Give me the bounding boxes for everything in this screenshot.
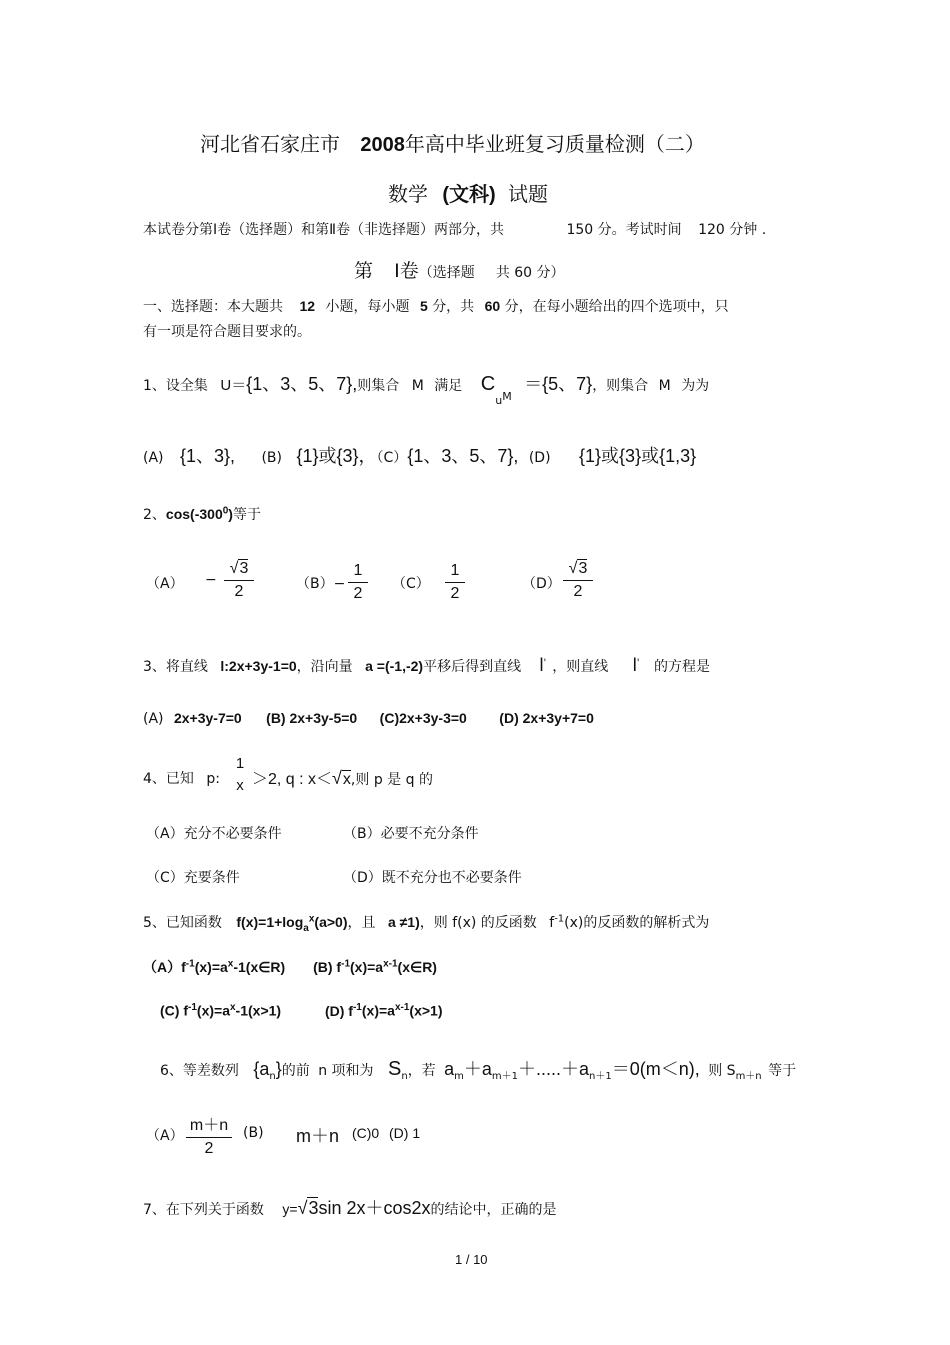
instr-7: 分，在每小题给出的四个选项中，只	[504, 299, 729, 315]
q2-option-b-frac	[348, 562, 368, 603]
q4-fraction	[232, 755, 248, 794]
instr-3: 小题，每小题	[325, 299, 410, 315]
q2-close: )	[228, 506, 233, 522]
section-title-c: （选择题	[418, 265, 475, 281]
q3-option-a: 2x+3y-7=0	[173, 710, 242, 726]
q4-tail: ,则 p 是 q 的	[350, 772, 433, 788]
q1-text-a: 1、设全集	[143, 378, 208, 394]
q2-option-a-root: 3	[239, 560, 249, 577]
question-3	[143, 655, 710, 676]
q5-option-c-c: -1(x>1)	[235, 1002, 282, 1019]
q6-am-sub: m	[454, 1070, 464, 1082]
q5-log-arg: x	[308, 913, 315, 925]
section-title-d: 共 60 分）	[495, 265, 565, 281]
q6-option-c: (C)0	[352, 1125, 380, 1141]
q4-ineq: ＞2, q : x＜	[252, 771, 333, 788]
q5-option-d-c: (x>1)	[409, 1002, 443, 1019]
q5-cond2: a ≠1)	[387, 914, 420, 930]
intro-part2: 150 分。考试时间	[566, 222, 682, 238]
q4-condition	[252, 766, 433, 789]
q1-option-d-label: (D)	[528, 450, 551, 466]
q5-option-d-sup: -1	[352, 1002, 362, 1013]
title-part1: 河北省石家庄市	[200, 132, 340, 156]
q5-option-c-sup2: x	[229, 1002, 236, 1013]
q2-expr: cos(-300	[165, 506, 223, 522]
q1-option-d: {1}或{3}或{1,3}	[579, 446, 697, 466]
q5-func: f(x)=1+log	[236, 914, 304, 930]
q3-option-c: (C)2x+3y-3=0	[379, 710, 467, 726]
q2-text: 等于	[232, 507, 261, 523]
q6-text-f: ，若	[407, 1063, 436, 1079]
q3-line-l1: l	[539, 655, 544, 675]
q2-option-d-den: 2	[573, 583, 583, 600]
q5-text-f: ，则 f(x) 的反函数	[419, 915, 537, 931]
q2-option-a-sign: −	[205, 572, 217, 588]
q1-text-d: 则集合	[357, 378, 400, 394]
q6-am1: ＋a	[463, 1059, 492, 1079]
question-5	[143, 912, 709, 934]
page-number: 1 / 10	[455, 1252, 488, 1267]
q3-text-a: 3、将直线	[143, 659, 208, 675]
q6-option-a-num: m＋n	[189, 1117, 229, 1134]
q3-prime-1: '	[543, 657, 547, 669]
q6-text-d: n 项和为	[318, 1063, 374, 1079]
q2-option-d-num: √3	[568, 560, 588, 577]
q4-p-label: p:	[206, 771, 220, 787]
q2-option-b-label: （B）−	[296, 576, 346, 592]
q7-y: y=	[282, 1201, 298, 1217]
q3-option-d: (D) 2x+3y+7=0	[499, 710, 594, 726]
title-part2: 年高中毕业班复习质量检测（二）	[404, 132, 705, 156]
q6-dots: ＋.....＋a	[518, 1059, 590, 1079]
intro-part3: 120 分钟 .	[698, 222, 767, 238]
q2-option-a-den: 2	[234, 583, 244, 600]
q2-option-c-frac	[445, 562, 465, 603]
q6-option-b: m＋n	[296, 1126, 340, 1146]
instr-5: 分，共	[432, 299, 475, 315]
q1-equals: ＝	[524, 374, 543, 394]
q2-option-c-den: 2	[450, 585, 460, 602]
q5-text-a: 5、已知函数	[143, 915, 222, 931]
q5-log-base: a	[303, 922, 309, 934]
q3-text-e: 平移后得到直线	[423, 659, 522, 675]
q2-option-c-num: 1	[450, 562, 460, 579]
q3-line-l2: l	[632, 655, 637, 675]
q6-seq: {a	[253, 1059, 270, 1079]
q2-degree: 0	[222, 505, 229, 517]
q5-option-c-f: (C) f	[160, 1002, 188, 1019]
q6-option-d: (D) 1	[389, 1125, 421, 1141]
q2-option-b-den: 2	[353, 585, 363, 602]
q2-option-a-num: √3	[229, 560, 249, 577]
q1-complement-sub2: M	[502, 389, 512, 403]
q4-text-a	[143, 768, 220, 788]
q1-complement-c: C	[480, 373, 496, 395]
intro-text	[143, 219, 766, 239]
q7-text-d: 的结论中，正确的是	[430, 1202, 557, 1218]
q5-option-d-f: (D) f	[324, 1002, 353, 1019]
q1-set-u: {1、3、5、7},	[246, 374, 358, 394]
q6-option-a-frac	[186, 1112, 232, 1158]
section-instructions-line2: 有一项是符合题目要求的。	[143, 324, 311, 340]
q1-text-j: ，则集合	[592, 378, 649, 394]
q1-option-a-label: (A)	[143, 450, 164, 466]
q1-text-b: U＝	[220, 377, 247, 394]
q6-text-a: 6、等差数列	[160, 1063, 239, 1079]
q7-text-a: 7、在下列关于函数	[143, 1202, 264, 1218]
question-3-options	[143, 710, 594, 727]
q6-sum-sub: n	[401, 1070, 408, 1082]
q1-set-result: {5、7}	[542, 374, 593, 394]
q7-expr: sin 2x＋cos2x	[318, 1198, 431, 1218]
q5-option-b-b: (x)=a	[350, 959, 384, 975]
q3-vector: a =(-1,-2)	[365, 658, 424, 674]
question-5-options-row1	[143, 957, 437, 977]
q4-option-a: （A）充分不必要条件	[146, 826, 282, 842]
q1-option-b: {1}或{3}，	[296, 446, 377, 466]
q6-seq-sub: n	[269, 1070, 276, 1082]
q1-text-e: M	[411, 378, 424, 394]
q1-option-c-label: （C）	[376, 450, 408, 466]
q1-complement-sub: u	[495, 393, 503, 407]
q5-text-h: (x)的反函数的解析式为	[564, 915, 710, 931]
q4-lead: 4、已知	[143, 771, 194, 787]
q1-option-c: {1、3、5、7},	[407, 446, 519, 466]
q6-sum: S	[388, 1058, 402, 1080]
q1-text-k: M	[658, 378, 671, 394]
q6-eq: ＝0(m＜n),	[611, 1059, 700, 1079]
subtitle-stream: (文科)	[442, 184, 496, 206]
document-subtitle	[388, 178, 548, 207]
q6-am1-sub: m＋1	[491, 1070, 519, 1082]
q3-text-c: ，沿向量	[296, 659, 353, 675]
instr-2: 12	[299, 298, 316, 314]
q1-text-f: 满足	[434, 378, 463, 394]
q3-text-g: ，则直线	[552, 659, 609, 675]
q2-option-b-num: 1	[353, 562, 363, 579]
q5-option-c-sup: -1	[188, 1002, 197, 1013]
fraction-bar	[224, 580, 254, 581]
instr-1: 一、选择题：本大题共	[143, 299, 283, 315]
q2-option-c-label: （C）	[392, 576, 430, 592]
q5-option-b-sup: -1	[341, 958, 351, 970]
q5-option-a-b: (x)=a	[194, 959, 228, 975]
q5-option-b-f: (B) f	[313, 959, 342, 975]
q5-option-a-f: f	[181, 959, 186, 975]
q6-text-k: 则 S	[708, 1063, 736, 1079]
fraction-bar	[232, 774, 248, 775]
q5-text-d: ，且	[347, 915, 376, 931]
subtitle-subject: 数学	[388, 182, 428, 206]
title-year: 2008	[360, 134, 405, 156]
q5-option-a-sup: -1	[185, 958, 195, 970]
intro-part1: 本试卷分第Ⅰ卷（选择题）和第Ⅱ卷（非选择题）两部分，共	[143, 222, 505, 238]
q7-root: 3	[308, 1198, 319, 1218]
q2-option-a-frac	[224, 560, 254, 601]
fraction-bar	[445, 582, 465, 583]
q4-den: x	[236, 777, 244, 794]
question-5-options-row2	[160, 1002, 442, 1019]
question-7	[143, 1194, 557, 1220]
q5-finv-sup: -1	[554, 913, 565, 925]
section-title	[354, 256, 565, 283]
q2-option-a-label: （A）	[146, 576, 184, 592]
q1-option-a: {1、3},	[179, 446, 236, 466]
q6-text-l: 等于	[768, 1063, 797, 1079]
question-6	[160, 1055, 796, 1082]
q6-text-c: 的前	[281, 1063, 310, 1079]
q2-number: 2、	[143, 507, 166, 523]
q5-cond: (a>0)	[314, 914, 348, 930]
q6-option-b-label: (B)	[243, 1125, 264, 1141]
q6-an1-sub: n＋1	[589, 1070, 612, 1082]
q4-option-c: （C）充要条件	[146, 870, 240, 886]
q4-num: 1	[235, 755, 245, 772]
question-1-options	[143, 442, 696, 468]
document-title	[200, 128, 705, 157]
q5-option-a-sup2: x	[227, 958, 234, 970]
q3-prime-2: '	[636, 657, 640, 669]
q3-text-i: 的方程是	[653, 659, 710, 675]
q4-option-b: （B）必要不充分条件	[343, 826, 479, 842]
sqrt-icon: √	[297, 1198, 308, 1218]
section-instructions	[143, 296, 729, 316]
q1-option-b-label: (B)	[261, 450, 282, 466]
q5-option-a-label: （A）	[143, 959, 182, 975]
fraction-bar	[186, 1137, 232, 1138]
section-title-b: Ⅰ卷	[394, 260, 419, 282]
subtitle-exam: 试题	[508, 182, 549, 206]
q5-finv: f	[549, 915, 555, 931]
q6-option-a-label: （A）	[146, 1128, 184, 1144]
instr-4: 5	[419, 298, 428, 314]
q6-option-a-den: 2	[204, 1140, 214, 1157]
fraction-bar	[348, 582, 368, 583]
q5-option-d-sup2: x-1	[394, 1002, 410, 1013]
q5-option-d-b: (x)=a	[361, 1002, 395, 1019]
q5-option-b-sup2: x-1	[383, 958, 398, 970]
q5-option-b-c: (x∈R)	[397, 959, 437, 975]
instr-6: 60	[484, 298, 501, 314]
section-title-a: 第	[354, 260, 374, 282]
q6-seq-close: }	[275, 1059, 282, 1079]
q6-smn-sub: m＋n	[735, 1070, 762, 1082]
q4-option-d: （D）既不充分也不必要条件	[343, 870, 522, 886]
q2-option-d-label: （D）	[522, 576, 561, 592]
fraction-bar	[563, 580, 593, 581]
question-2	[143, 504, 261, 524]
q6-am: a	[444, 1059, 455, 1079]
q3-option-a-label: (A)	[143, 711, 164, 727]
q3-line-eq: l:2x+3y-1=0	[220, 658, 297, 674]
q3-option-b: (B) 2x+3y-5=0	[266, 710, 358, 726]
q4-root: x	[342, 771, 351, 788]
q2-option-d-frac	[563, 560, 593, 601]
question-1	[143, 370, 710, 407]
q2-option-d-root: 3	[578, 560, 588, 577]
sqrt-icon: √	[332, 768, 342, 788]
q5-option-c-b: (x)=a	[196, 1002, 230, 1019]
q1-text-l: 为为	[681, 378, 710, 394]
q5-option-a-c: -1(x∈R)	[233, 959, 286, 975]
